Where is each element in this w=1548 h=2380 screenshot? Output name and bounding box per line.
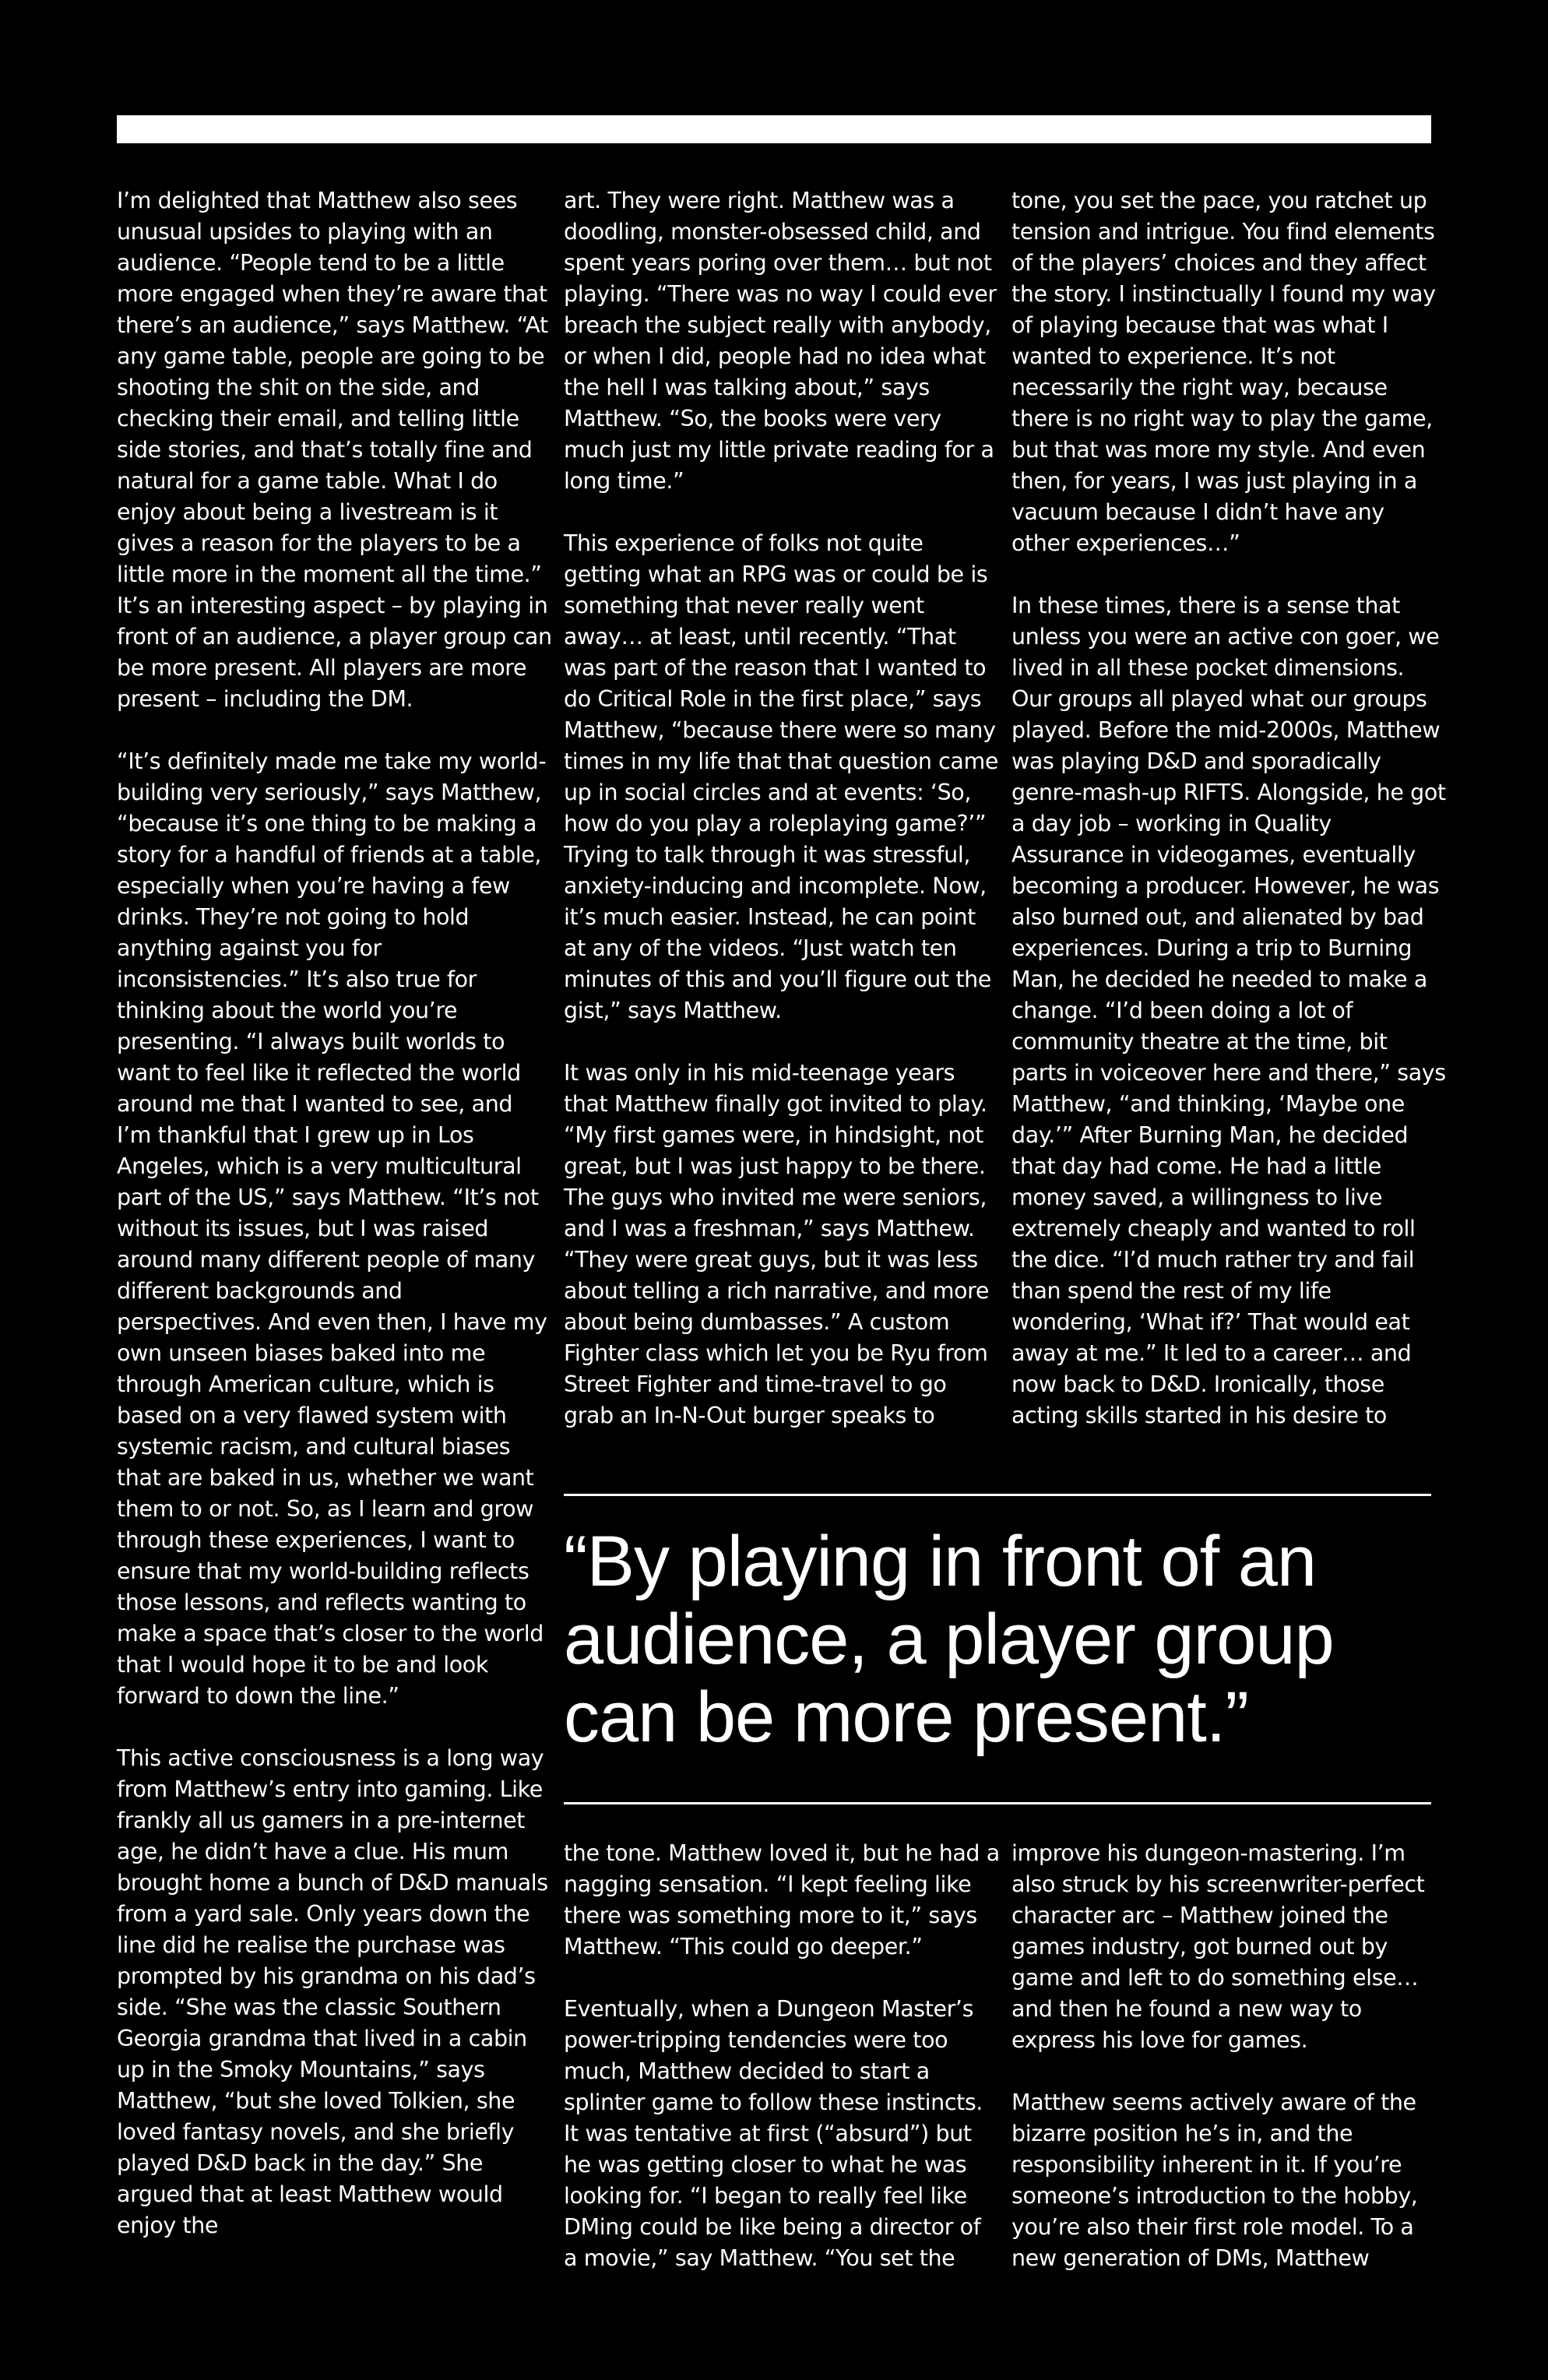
paragraph: It was only in his mid-teenage years that Matthew finally got invited to play. “My first games were, in hindsight, not great, but I was just happy to be there. The guys who invited me were seniors, and I was a freshman,” says Matthew. “They were great guys, but it was less about telling a rich narrative, and more about being dumbasses.” A custom Fighter class which let you be Ryu from Street Fighter and time-travel to go grab an In-N-Out burger speaks to <box>564 1060 989 1428</box>
paragraph: Matthew seems actively aware of the bizarre position he’s in, and the responsibility inherent in it. If you’re someone’s introduction to the hobby, you’re also their first role model. To a new generation of DMs, Matthew <box>1011 2090 1418 2271</box>
pull-quote: “By playing in front of an audience, a player group can be more present.” <box>564 1522 1334 1757</box>
paragraph: tone, you set the pace, you ratchet up tension and intrigue. You find elements of the players’ choices and they affect the story. I instinctually I found my way of playing because that was what I wanted to experience. It’s not necessarily the right way, because there is no right way to play the game, but that was more my style. And even then, for years, I was just playing in a vacuum because I didn’t have any other experiences…” <box>1011 188 1436 556</box>
paragraph: In these times, there is a sense that unless you were an active con goer, we lived in all these pocket dimensions. Our groups all played what our groups played. Before the mid-2000s, Matthew was playing D&D and sporadically genre-mash-up RIFTS. Alongside, he got a day job – working in Quality Assurance in videogames, eventually becoming a producer. However, he was also burned out, and alienated by bad experiences. During a trip to Burning Man, he decided he needed to make a change. “I’d been doing a lot of community theatre at the time, bit parts in voiceover here and there,” says Matthew, “and thinking, ‘Maybe one day.’” After Burning Man, he decided that day had come. He had a little money saved, a willingness to live extremely cheaply and wanted to roll the dice. “I’d much rather try and fail than spend the rest of my life wondering, ‘What if?’ That would eat away at me.” It led to a career… and now back to D&D. Ironically, those acting skills started in his desire to <box>1011 593 1446 1428</box>
header-bar <box>117 115 1431 143</box>
paragraph: This experience of folks not quite getting what an RPG was or could be is something that never really went away… at least, until recently. “That was part of the reason that I wanted to do Critical Role in the first place,” says Matthew, “because there were so many times in my life that that question came up in social circles and at events: ‘So, how do you play a roleplaying game?’” Trying to talk through it was stressful, anxiety-inducing and incomplete. Now, it’s much easier. Instead, he can point at any of the videos. “Just watch ten minutes of this and you’ll figure out the gist,” says Matthew. <box>564 530 998 1023</box>
paragraph: Eventually, when a Dungeon Master’s power-tripping tendencies were too much, Matthew decided to start a splinter game to follow these instincts. It was tentative at first (“absurd”) but he was getting closer to what he was looking for. “I began to really feel like DMing could be like being a director of a movie,” say Matthew. “You set the <box>564 1996 983 2271</box>
paragraph: I’m delighted that Matthew also sees unusual upsides to playing with an audience. “People tend to be a little more engaged when they’re aware that there’s an audience,” says Matthew. “At any game table, people are going to be shooting the shit on the side, and checking their email, and telling little side stories, and that’s totally fine and natural for a game table. What I do enjoy about being a livestream is it gives a reason for the players to be a little more in the moment all the time.” It’s an interesting aspect – by playing in front of an audience, a player group can be more present. All players are more present – including the DM. <box>117 188 552 712</box>
paragraph: improve his dungeon-mastering. I’m also struck by his screenwriter-perfect character arc – Matthew joined the games industry, got burned out by game and left to do something else… and then he found a new way to express his love for games. <box>1011 1840 1425 2053</box>
paragraph: the tone. Matthew loved it, but he had a nagging sensation. “I kept feeling like there was something more to it,” says Matthew. “This could go deeper.” <box>564 1840 1000 1959</box>
article-column-2 <box>564 185 1000 1431</box>
paragraph: This active consciousness is a long way from Matthew’s entry into gaming. Like frankly all us gamers in a pre-internet age, he didn’t have a clue. His mum brought home a bunch of D&D manuals from a yard sale. Only years down the line did he realise the purchase was prompted by his grandma on his dad’s side. “She was the classic Southern Georgia grandma that lived in a cabin up in the Smoky Mountains,” says Matthew, “but she loved Tolkien, she loved fantasy novels, and she briefly played D&D back in the day.” She argued that at least Matthew would enjoy the <box>117 1745 548 2238</box>
pull-quote-bottom-rule <box>564 1802 1431 1804</box>
article-column-3 <box>1011 185 1448 1431</box>
article-column-2-lower <box>564 1838 1000 2274</box>
pull-quote-top-rule <box>564 1494 1431 1496</box>
paragraph: art. They were right. Matthew was a doodling, monster-obsessed child, and spent years poring over them… but not playing. “There was no way I could ever breach the subject really with anybody, or when I did, people had no idea what the hell I was talking about,” says Matthew. “So, the books were very much just my little private reading for a long time.” <box>564 188 997 494</box>
article-column-3-lower <box>1011 1838 1448 2274</box>
paragraph: “It’s definitely made me take my world-building very seriously,” says Matthew, “because it’s one thing to be making a story for a handful of friends at a table, especially when you’re having a few drinks. They’re not going to hold anything against you for inconsistencies.” It’s also true for thinking about the world you’re presenting. “I always built worlds to want to feel like it reflected the world around me that I wanted to see, and I’m thankful that I grew up in Los Angeles, which is a very multicultural part of the US,” says Matthew. “It’s not without its issues, but I was raised around many different people of many different backgrounds and perspectives. And even then, I have my own unseen biases baked into me through American culture, which is based on a very flawed system with systemic racism, and cultural biases that are baked in us, whether we want them to or not. So, as I learn and grow through these experiences, I want to ensure that my world-building reflects those lessons, and reflects wanting to make a space that’s closer to the world that I would hope it to be and look forward to down the line.” <box>117 748 547 1709</box>
article-column-1 <box>117 185 553 2241</box>
